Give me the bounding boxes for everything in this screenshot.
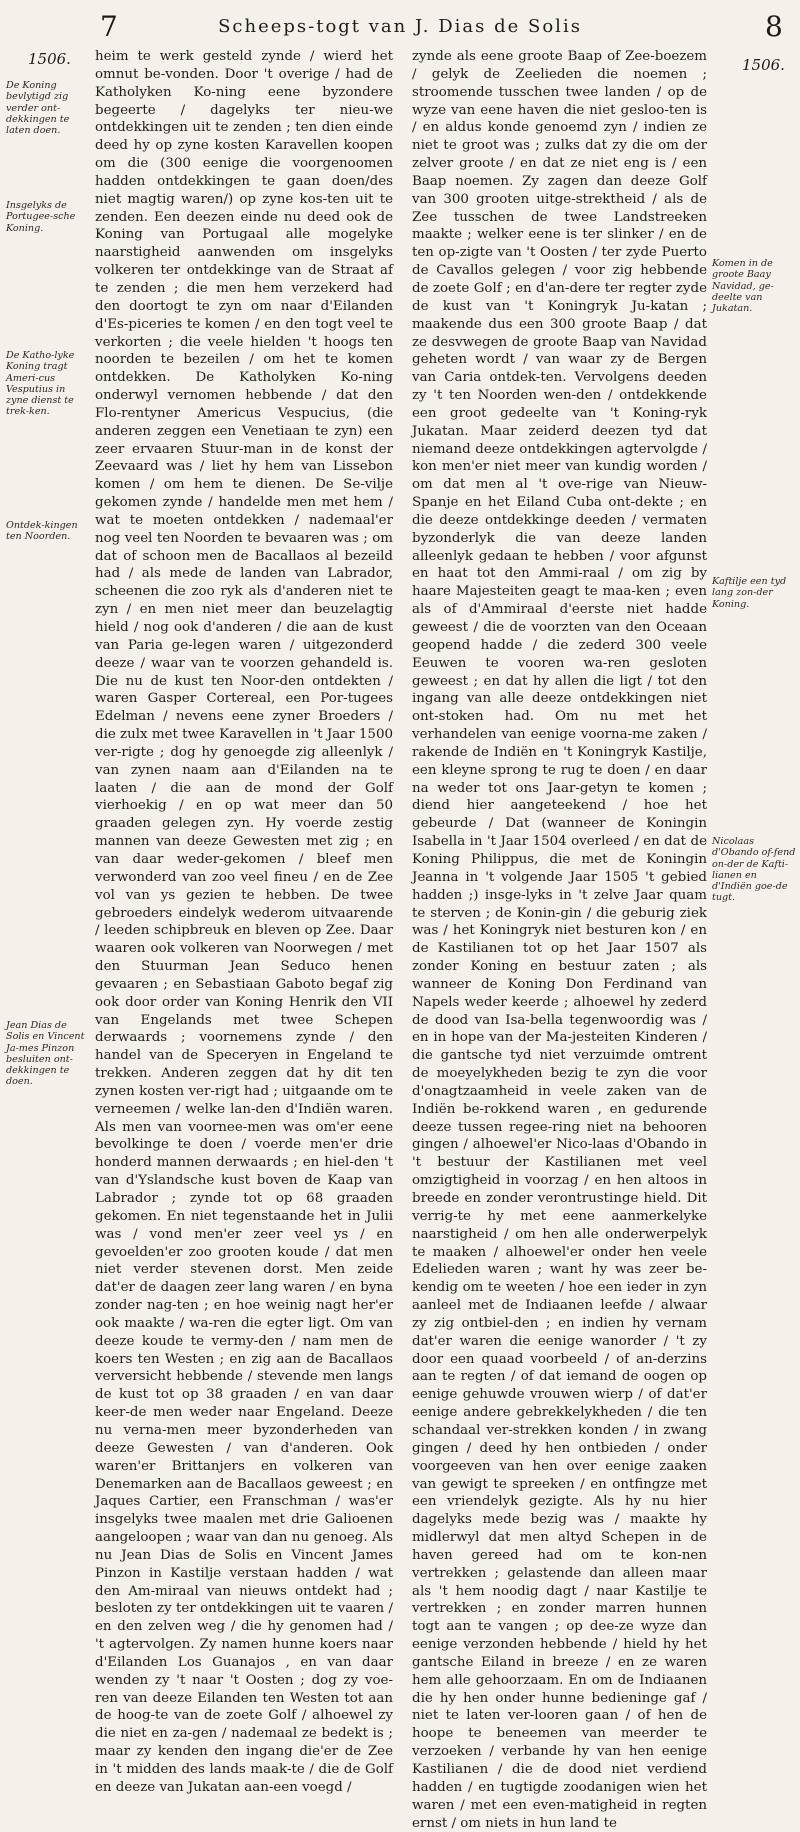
running-head: Scheeps-togt van J. Dias de Solis	[218, 16, 582, 37]
margin-note: Nicolaas d'Obando of-fend on-der de Kafti-lianen en d'Indiën goe-de tugt.	[712, 836, 796, 904]
margin-note: Jean Dias de Solis en Vincent Ja-mes Pinzon besluiten ont-dekkingen te doen.	[6, 1020, 85, 1088]
text-column-left	[95, 48, 393, 1795]
body-text-right: zynde als eene groote Baap of Zee-boezem / gelyk de Zeelieden die noemen ; stroomende tusschen twee landen / op de wyze van eene haven die niet gesloo-ten is / en aldus konde genoemd zyn / indien ze niet te groot was ; zulks dat zy die om der zelver groote / en dat ze niet eng is / een Baap noemen. Zy zagen dan deeze Golf van 300 grooten uitge-strektheid / als de Zee tusschen de twee Landstreeken maakte ; welker eene is ter slinker / en de ten op-zigte van 't Oosten / ter zyde Puerto de Cavallos gelegen / voor zig hebbende de zoete Golf ; en d'an-dere ter regter zyde de kust van 't Koningryk Ju-katan ; maakende dus een 300 groote Baap / dat ze desvwegen de groote Baap van Navidad geheten wordt / van waar zy de Bergen van Caria ontdek-ten. Vervolgens deeden zy 't ten Noorden wen-den / ontdekkende een groot gedeelte van 't Koning-ryk Jukatan. Maar zeiderd deezen tyd dat niemand deeze ontdekkingen agtervolgde / kon men'er niet meer van kundig worden / om dat men al 't ove-rige van Nieuw-Spanje en het Eiland Cuba ont-dekte ; en die deeze ontdekkinge deeden / vermaten byzonderlyk die van deeze landen alleenlyk gedaan te hebben / voor afgunst en haat tot den Ammi-raal / om zig by haare Majesteiten geagt te maa-ken ; even als of d'Ammiraal d'eerste niet hadde geweest / die de voorzten van den Oceaan geopend hadde / die zederd 300 veele Eeuwen te vooren wa-ren gesloten geweest ; en dat hy allen die ligt / tot den ingang van alle deeze ontdekkingen niet ont-stoken had. Om nu met het verhandelen van eenige voorna-me zaken / rakende de Indiën en 't Koningryk Kastilje, een kleyne sprong te rug te doen / en daar na weder tot ons Jaar-getyn te komen ; diend hier aangeteekend / hoe het gebeurde / Dat (wanneer de Koningin Isabella in 't Jaar 1504 overleed / en dat de Koning Philippus, die met de Koningin Jeanna in 't volgende Jaar 1505 't gebied hadden ;) insge-lyks in 't zelve Jaar quam te sterven ; de Konin-gin / die geburig ziek was / het Koningryk niet besturen kon / en de Kastilianen tot op het Jaar 1507 als zonder Koning en bestuur zaten ; als wanneer de Koning Don Ferdinand van Napels weder keerde ; alhoewel hy zederd de dood van Isa-bella tegenwoordig was / en in hope van der Ma-jesteiten Kinderen / die gantsche tyd niet verzuimde omtrent de moeyelykheden bezig te zyn die voor d'onagtzaamheid in veele zaken van de Indiën be-rokkend waren , en gedurende deeze tussen regee-ring niet na behooren gingen / alhoewel'er Nico-laas d'Obando in 't bestuur der Kastilianen met veel omzigtigheid in voorzag / en hen altoos in breede en zonder verontrustinge hield. Dit verrig-te hy met eene aanmerkelyke naarstigheid / om hen alle onderwerpelyk te maaken / alhoewel'er onder hen veele Edelieden waren ; want hy was zeer be-kendig om te weeten / hoe een ieder in zyn aanleel met de Indiaanen leefde / alwaar zy zig ontbiel-den ; en indien hy vernam dat'er waren die eenige wanorder / 't zy door een quaad voorbeeld / of an-derzins aan te regten / of dat iemand de oogen op eenige gehuwde vrouwen wierp / of dat'er eenige andere gebrekkelykheden / die ten schandaal ver-strekken konden / in zwang gingen / deed hy hen ontbieden / onder voorgeeven van hen over eenige zaaken van gewigt te spreeken / en ontfingze met een vriendelyk gezigte. Als hy nu hier dagelyks mede bezig was / maakte hy midlerwyl dat men altyd Schepen in de haven gereed had om te kon-nen vertrekken ; gelastende dan alleen maar als 't hem noodig dagt / naar Kastilje te vertrekken ; en zonder marren hunnen togt aan te vangen ; op dee-ze wyze dan eenige verzonden hebbende / hield hy het gantsche Eiland in breeze / en ze waren hem alle gehoorzaam. En om de Indiaanen die hy hen onder hunne bedieninge gaf / niet te laten ver-looren gaan / of hen de hoope te beneemen van meerder te verzoeken / verbande hy van hen eenige Kastilianen / die de dood niet verdiend hadden / en tugtigde zoodanigen wien het waren / met een even-matigheid in regten ernst / om niets in hun land te	[412, 49, 707, 1831]
margin-note: Komen in de groote Baay Navidad, ge-deelte van Jukatan.	[712, 258, 774, 315]
page-number-left: 7	[100, 10, 118, 43]
year-note-right: 1506.	[742, 56, 785, 74]
body-text-left: heim te werk gesteld zynde / wierd het omnut be-vonden. Door 't overige / had de Katholyken Ko-ning eene byzondere begeerte / dagelyks ter nieu-we ontdekkingen uit te zenden ; ten dien einde deed hy op zyne kosten Karavellen koopen om die (300 eenige die voorgenoomen hadden ontdekkingen te gaan doen/des niet magtig waren/) op zyne kos-ten uit te zenden. Een deezen einde nu deed ook de Koning van Portugaal alle mogelyke naarstigheid aanwenden om insgelyks volkeren ter ontdekkinge van de Straat af te zenden ; die men hem verzekerd had den doortogt te zyn om naar d'Eilanden d'Es-piceries te komen / en den togt veel te verkorten ; die veele hielden 't hoogs ten noorden te bezeilen / om het te komen ontdekken. De Katholyken Ko-ning onderwyl vernomen hebbende / dat den Flo-rentyner Americus Vespucius, (die anderen zeggen een Venetiaan te zyn) een zeer ervaaren Stuur-man in de konst der Zeevaard was / liet hy hem van Lissebon komen / om hem te dienen. De Se-vilje gekomen zynde / handelde men met hem / wat te moeten ontdekken / nademaal'er nog veel ten Noorden te bevaaren was ; om dat of schoon men de Bacallaos al bezeild had / als mede de landen van Labrador, scheenen die zoo ryk als d'anderen niet te zyn / en men niet meer dan beuzelagtig hield / nog ook d'anderen / die aan de kust van Paria ge-legen waren / uitgezonderd deeze / waar van te voorzen gehandeld is. Die nu de kust ten Noor-den ontdekten / waren Gasper Cortereal, een Por-tugees Edelman / nevens eene zyner Broeders / die zulx met twee Karavellen in 't Jaar 1500 ver-rigte ; dog hy genoegde zig alleenlyk / van zynen naam aan d'Eilanden na te laaten / die aan de mond der Golf vierhoekig / en op wat meer dan 50 graaden gelegen zyn. Hy voerde zestig mannen van deeze Gewesten met zig ; en van daar weder-gekomen / bleef men verwonderd van zoo veel fineu / en de Zee vol van ys gezien te hebben. De twee gebroeders eindelyk wederom uitvaarende / leeden schipbreuk en bleven op Zee. Daar waaren ook volkeren van Noorwegen / met den Stuurman Jean Seduco henen gevaaren ; en Sebastiaan Gaboto begaf zig ook door order van Koning Henrik den VII van Engelands met twee Schepen derwaards ; voornemens zynde / den handel van de Speceryen in Engeland te trekken. Anderen zeggen dat hy dit ten zynen kosten ver-rigt had ; uitgaande om te verneemen / welke lan-den d'Indiën waren. Als men van voornee-men was om'er eene bevolkinge te doen / voerde men'er drie honderd mannen derwaards ; en hiel-den 't van d'Yslandsche kust boven de Kaap van Labrador ; zynde tot op 68 graaden gekomen. En niet tegenstaande het in Julii was / vond men'er zeer veel ys / en gevoelden'er zoo grooten koude / dat men niet verder stevenen dorst. Men zeide dat'er de daagen zeer lang waren / en byna zonder nag-ten ; en hoe weinig nagt her'er ook maakte / wa-ren die egter ligt. Om van deeze koude te vermy-den / nam men de koers ten Westen ; en zig aan de Bacallaos verversicht hebbende / stevende men langs de kust tot op 38 graaden / en van daar keer-de men weder naar Engeland. Deeze nu verna-men meer byzonderheden van deeze Gewesten / van d'anderen. Ook waren'er Brittanjers en volkeren van Denemarken aan de Bacallaos geweest ; en Jaques Cartier, een Franschman / was'er insgelyks twee maalen met drie Galioenen aangeloopen ; waar van dan nu genoeg. Als nu Jean Dias de Solis en Vincent James Pinzon in Kastilje verstaan hadden / wat den Am-miraal van nieuws ontdekt had ; besloten zy ter ontdekkingen uit te vaaren / en den zelven weg / die hy genomen had / 't agtervolgen. Zy namen hunne koers naar d'Eilanden Los Guanajos , en van daar wenden zy 't naar 't Oosten ; dog zy voe-ren van deeze Eilanden ten Westen tot aan de hoog-te van de zoete Golf / alhoewel zy die niet en za-gen / nademaal ze bedekt is ; maar zy kenden den ingang die'er de Zee in 't midden des lands maak-te / die de Golf en deeze van Jukatan aan-een voegd /	[95, 49, 393, 1795]
margin-note: De Koning bevlytigd zig verder ont-dekkingen te laten doen.	[6, 80, 70, 137]
margin-note: Ontdek-kingen ten Noorden.	[6, 520, 78, 543]
margin-note: Kaftilje een tyd lang zon-der Koning.	[712, 576, 787, 610]
page-number-right: 8	[765, 10, 783, 43]
year-note-left: 1506.	[28, 50, 71, 68]
margin-note: Insgelyks de Portugee-sche Koning.	[6, 200, 76, 234]
page-header	[0, 6, 800, 46]
text-column-right	[412, 48, 707, 1831]
margin-note: De Katho-lyke Koning tragt Ameri-cus Vesputius in zyne dienst te trek-ken.	[6, 350, 75, 418]
